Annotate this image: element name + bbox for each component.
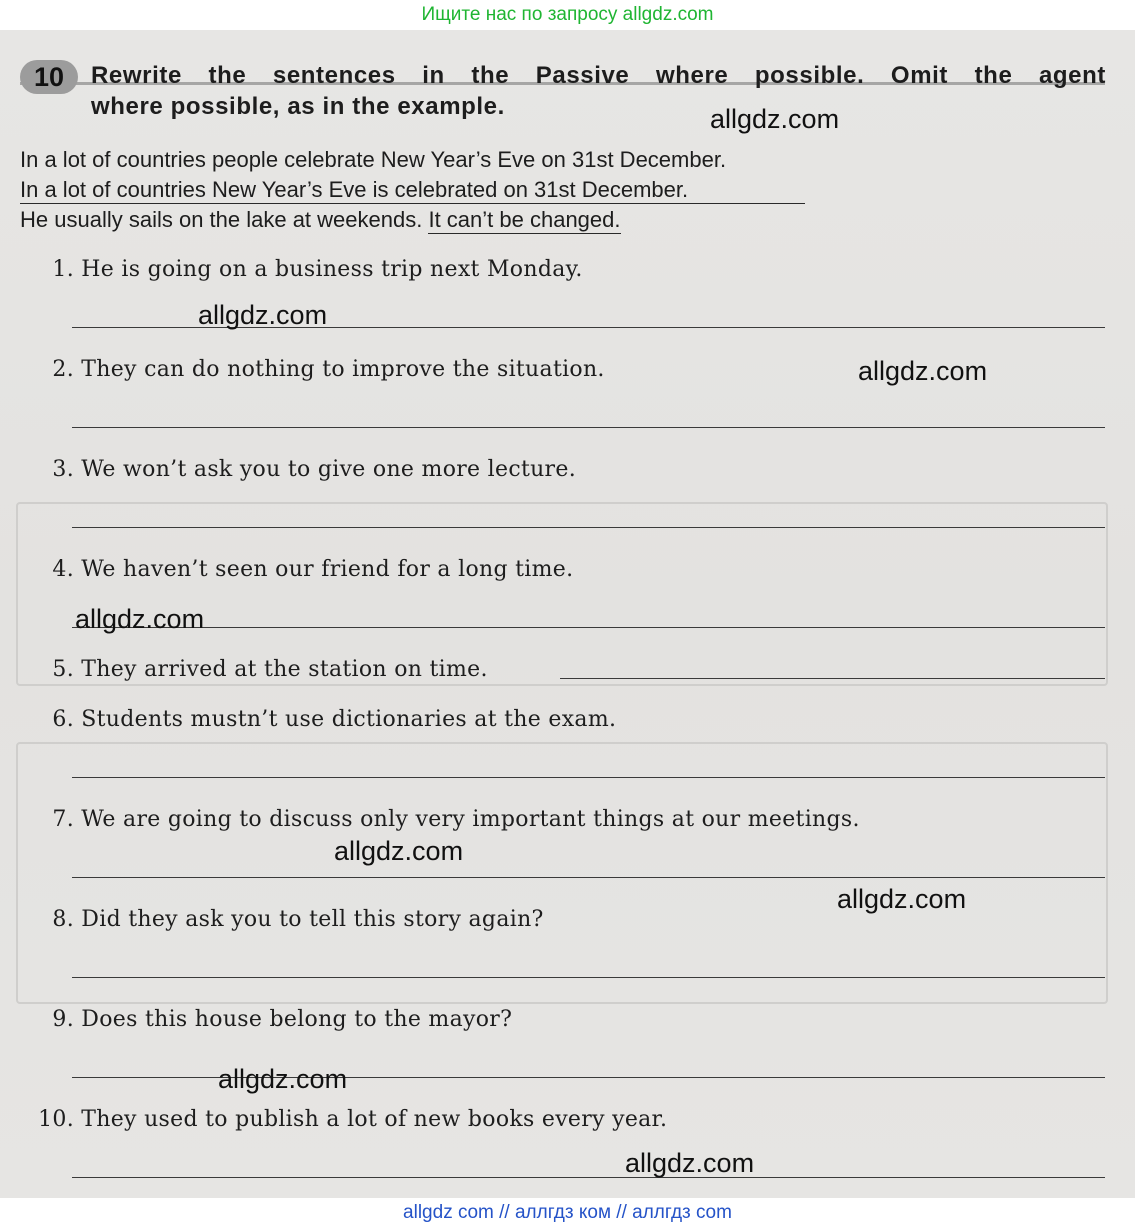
item-text: Did they ask you to tell this story again?: [81, 907, 544, 932]
item-number: 1.: [52, 257, 74, 282]
answer-line[interactable]: [72, 627, 1105, 628]
top-banner[interactable]: Ищите нас по запросу allgdz.com: [0, 0, 1135, 30]
watermark: allgdz.com: [625, 1148, 755, 1178]
exercise-item: [20, 1106, 667, 1134]
show-through-frame: [16, 742, 1108, 1004]
exercise-item: [20, 906, 544, 934]
exercise-item: [20, 456, 576, 484]
item-number: 3.: [52, 457, 74, 482]
exercise-item: [20, 706, 616, 734]
exercise-item: [20, 1006, 512, 1034]
item-number: 2.: [52, 357, 74, 382]
exercise-item: [20, 256, 583, 284]
task-instruction: [91, 60, 1106, 122]
example-sentence-text: He usually sails on the lake at weekends.: [20, 207, 423, 232]
exercise-item: [20, 556, 573, 584]
answer-line[interactable]: [72, 1177, 1105, 1178]
answer-line[interactable]: [72, 877, 1105, 878]
example-answer-rule: [20, 203, 805, 204]
example-sentence: [20, 206, 621, 234]
item-text: We won’t ask you to give one more lecture.: [81, 457, 576, 482]
item-text: We are going to discuss only very important things at our meetings.: [81, 807, 860, 832]
watermark: allgdz.com: [858, 356, 988, 386]
item-text: They arrived at the station on time.: [81, 657, 488, 682]
item-number: 6.: [52, 707, 74, 732]
item-number: 8.: [52, 907, 74, 932]
watermark: allgdz.com: [837, 884, 967, 914]
answer-line[interactable]: [72, 777, 1105, 778]
item-text: They can do nothing to improve the situation.: [81, 357, 605, 382]
example-sentence: In a lot of countries people celebrate New Year’s Eve on 31st December.: [20, 147, 727, 172]
item-number: 4.: [52, 557, 74, 582]
answer-line[interactable]: [72, 527, 1105, 528]
item-text: He is going on a business trip next Monday.: [81, 257, 583, 282]
task-number-badge: 10: [20, 60, 78, 94]
exercise-item: [20, 656, 488, 684]
item-number: 9.: [52, 1007, 74, 1032]
instruction-line: where possible, as in the example.: [91, 93, 505, 120]
bottom-banner[interactable]: allgdz com // аллгдз ком // аллгдз com: [0, 1198, 1135, 1228]
item-text: Does this house belong to the mayor?: [81, 1007, 513, 1032]
watermark: allgdz.com: [198, 300, 328, 330]
exercise-item: [20, 356, 605, 384]
exercise-item: [20, 806, 860, 834]
item-number: 10.: [38, 1107, 74, 1132]
watermark: allgdz.com: [334, 836, 464, 866]
item-number: 7.: [52, 807, 74, 832]
example-answer: It can’t be changed.: [428, 207, 621, 232]
watermark: allgdz.com: [218, 1064, 348, 1094]
item-text: We haven’t seen our friend for a long time.: [81, 557, 574, 582]
watermark: allgdz.com: [710, 104, 840, 134]
answer-line[interactable]: [560, 678, 1105, 679]
answer-line[interactable]: [72, 977, 1105, 978]
item-number: 5.: [52, 657, 74, 682]
example-answer: In a lot of countries New Year’s Eve is celebrated on 31st December.: [20, 177, 689, 202]
instruction-line: Rewrite the sentences in the Passive where possible. Omit the agent: [91, 62, 1106, 89]
item-text: They used to publish a lot of new books every year.: [81, 1107, 668, 1132]
answer-line[interactable]: [72, 427, 1105, 428]
item-text: Students mustn’t use dictionaries at the exam.: [81, 707, 617, 732]
watermark: allgdz.com: [75, 604, 205, 634]
